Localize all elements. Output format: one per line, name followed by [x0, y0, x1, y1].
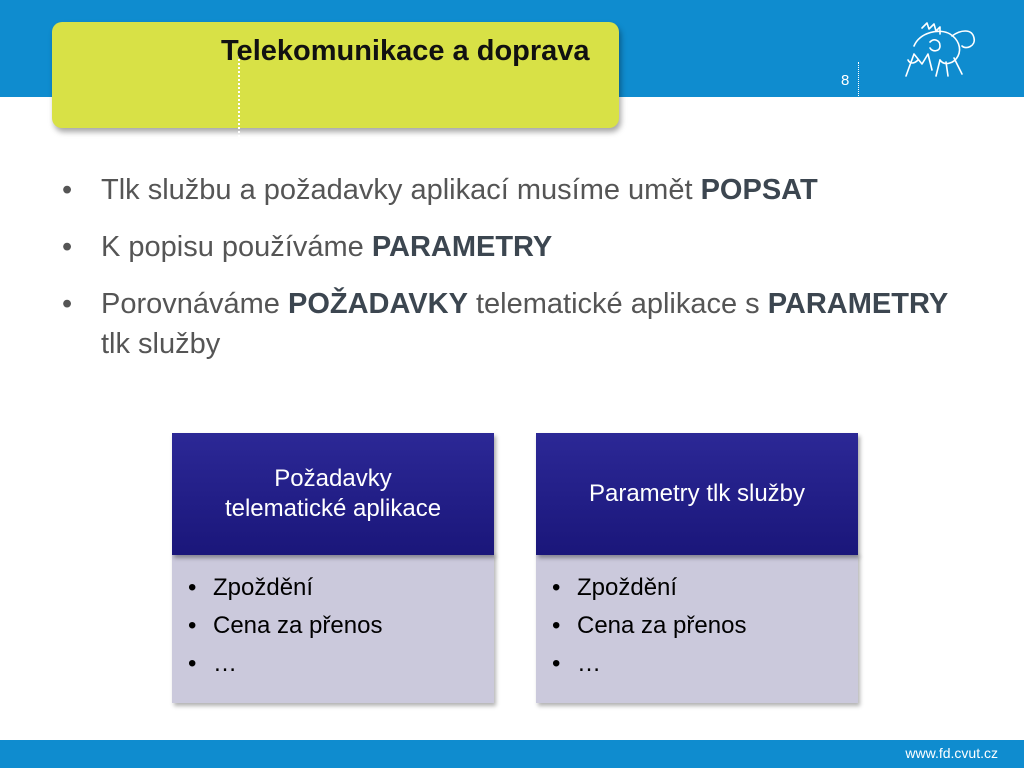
card-heading-requirements: [172, 433, 494, 555]
card-item-text: …: [577, 650, 601, 677]
card-item-text: …: [213, 650, 237, 677]
card-item-list: [172, 553, 494, 683]
slide-title: Telekomunikace a doprava: [221, 35, 590, 67]
bullet-dot: •: [188, 574, 197, 601]
bullet-dot: •: [552, 574, 561, 601]
bullet-list: [62, 170, 962, 381]
card-heading-text: Požadavky telematické aplikace: [224, 465, 442, 522]
bullet-text: tlk služby: [101, 328, 221, 360]
card-list-item: [552, 607, 858, 645]
card-item-text: Zpoždění: [577, 574, 678, 601]
bullet-text: Porovnáváme: [101, 288, 288, 320]
card-list-item: [552, 645, 858, 683]
card-heading-parameters: [536, 433, 858, 555]
card-item-text: Zpoždění: [213, 574, 314, 601]
cvut-lion-logo-icon: [900, 20, 980, 78]
card-list-item: [188, 569, 494, 607]
bullet-emphasis: PARAMETRY: [371, 231, 553, 263]
bullet-emphasis: POPSAT: [700, 174, 818, 206]
bullet-text: K popisu používáme: [101, 231, 372, 263]
bullet-item: [62, 284, 962, 364]
bullet-dot: •: [62, 174, 73, 206]
bullet-emphasis: PARAMETRY: [767, 288, 949, 320]
bullet-dot: •: [552, 612, 561, 639]
bullet-text: Tlk službu a požadavky aplikací musíme umět: [101, 174, 701, 206]
bullet-dot: •: [188, 612, 197, 639]
bullet-text: telematické aplikace s: [467, 288, 768, 320]
card-body-parameters: [536, 553, 858, 703]
bullet-item: [62, 227, 962, 267]
card-list-item: [188, 607, 494, 645]
page-number-divider: [858, 62, 859, 96]
website-link[interactable]: www.fd.cvut.cz: [905, 745, 998, 761]
bullet-dot: •: [188, 650, 197, 677]
card-heading-text: Parametry tlk služby: [588, 480, 806, 507]
bullet-dot: •: [62, 231, 73, 263]
card-list-item: [552, 569, 858, 607]
bullet-emphasis: POŽADAVKY: [288, 288, 468, 320]
card-item-text: Cena za přenos: [577, 612, 747, 639]
card-body-requirements: [172, 553, 494, 703]
card-item-list: [536, 553, 858, 683]
bullet-dot: •: [552, 650, 561, 677]
bottom-footer-band: [0, 740, 1024, 768]
card-item-text: Cena za přenos: [213, 612, 383, 639]
card-list-item: [188, 645, 494, 683]
bullet-item: [62, 170, 962, 210]
page-number: 8: [841, 72, 850, 89]
bullet-dot: •: [62, 288, 73, 320]
